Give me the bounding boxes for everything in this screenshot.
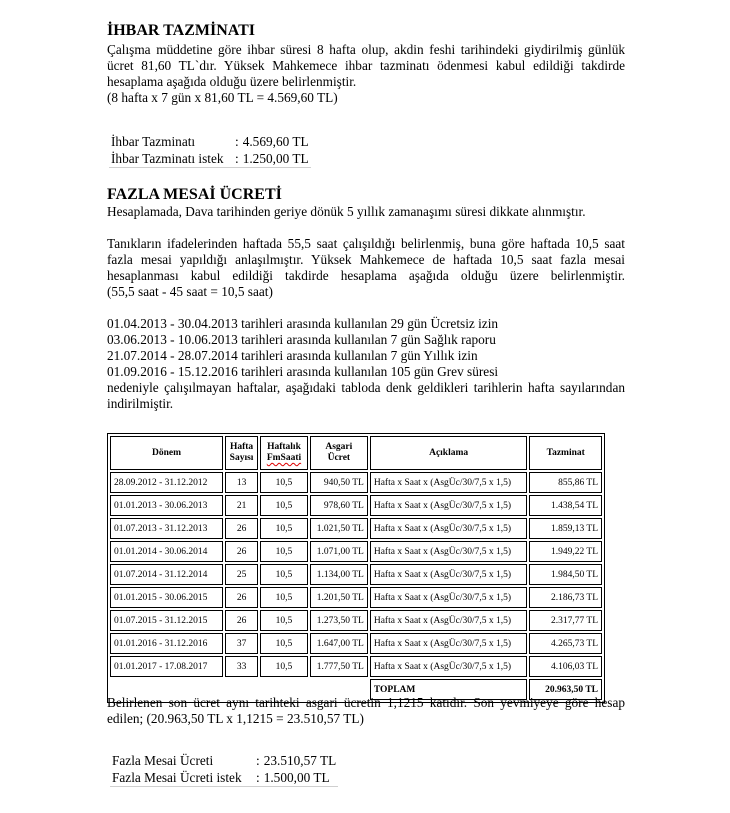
table-row [110,495,602,516]
summary-label: Fazla Mesai Ücreti [112,753,214,768]
cell-asgari: 1.021,50 TL [310,518,368,539]
cell-saat: 10,5 [260,495,308,516]
col-hafta [225,436,258,470]
fazla-line-4: (55,5 saat - 45 saat = 10,5 saat) [107,284,273,299]
summary-sep: : [235,134,239,149]
cell-donem: 28.09.2012 - 31.12.2012 [110,472,223,493]
cell-saat: 10,5 [260,541,308,562]
cell-hafta: 26 [225,610,258,631]
overtime-table [107,433,605,703]
cell-donem: 01.01.2013 - 30.06.2013 [110,495,223,516]
col-haftalik-line1: Haftalık [267,442,301,452]
cell-tazminat: 855,86 TL [529,472,602,493]
summary-row [110,769,338,787]
ihbar-line-4: (8 hafta x 7 gün x 81,60 TL = 4.569,60 TL) [107,90,338,105]
cell-hafta: 21 [225,495,258,516]
leave-item: 03.06.2013 - 10.06.2013 tarihleri arasında kullanılan 7 gün Sağlık raporu [107,332,496,347]
ihbar-heading: İHBAR TAZMİNATI [107,22,256,39]
summary-value: 4.569,60 TL [242,134,309,149]
leave-item: 01.04.2013 - 30.04.2013 tarihleri arasında kullanılan 29 gün Ücretsiz izin [107,316,499,331]
cell-saat: 10,5 [260,633,308,654]
summary-label: Fazla Mesai Ücreti istek [110,769,254,787]
cell-aciklama: Hafta x Saat x (AsgÜc/30/7,5 x 1,5) [370,541,528,562]
cell-hafta: 26 [225,587,258,608]
cell-aciklama: Hafta x Saat x (AsgÜc/30/7,5 x 1,5) [370,633,528,654]
table-row [110,587,602,608]
cell-donem: 01.07.2013 - 31.12.2013 [110,518,223,539]
after-line-1: Belirlenen son ücret aynı tarihteki asgari ücretin 1,1215 katıdır. Son yevmiyeye göre hesap [107,695,625,710]
cell-hafta: 33 [225,656,258,677]
cell-tazminat: 1.859,13 TL [529,518,602,539]
cell-tazminat: 1.984,50 TL [529,564,602,585]
cell-asgari: 1.273,50 TL [310,610,368,631]
cell-donem: 01.01.2017 - 17.08.2017 [110,656,223,677]
cell-donem: 01.01.2016 - 31.12.2016 [110,633,223,654]
table-body [110,472,602,677]
col-donem: Dönem [110,436,223,470]
summary-sep: : [256,753,260,768]
fazla-intro: Hesaplamada, Dava tarihinden geriye dönük 5 yıllık zamanaşımı süresi dikkate alınmıştır. [107,204,586,219]
leave-note-line-2: indirilmiştir. [107,396,174,411]
col-asgari [310,436,368,470]
table-row [110,610,602,631]
col-tazminat: Tazminat [529,436,602,470]
cell-hafta: 13 [225,472,258,493]
ihbar-line-1: Çalışma müddetine göre ihbar süresi 8 hafta olup, akdin feshi tarihindeki giydirilmiş günlük [107,42,625,57]
ihbar-line-3: hesaplama aşağıda olduğu üzere belirlenmiştir. [107,74,357,89]
cell-saat: 10,5 [260,564,308,585]
fazla-line-3: hesaplanması kabul edildiği takdirde hesaplama aşağıda olduğu üzere belirlenmiştir. [107,268,625,283]
cell-hafta: 25 [225,564,258,585]
summary-value: 1.250,00 TL [242,151,309,166]
cell-aciklama: Hafta x Saat x (AsgÜc/30/7,5 x 1,5) [370,472,528,493]
fazla-heading: FAZLA MESAİ ÜCRETİ [107,186,282,203]
cell-hafta: 26 [225,541,258,562]
ihbar-paragraph [107,42,625,106]
cell-saat: 10,5 [260,472,308,493]
fazla-line-1: Tanıkların ifadelerinden haftada 55,5 saat çalışıldığı belirlenmiş, buna göre haftada 10,5 saat [107,236,625,251]
table-row [110,541,602,562]
leave-item: 01.09.2016 - 15.12.2016 tarihleri arasında kullanılan 105 gün Grev süresi [107,364,499,379]
cell-asgari: 1.134,00 TL [310,564,368,585]
ihbar-summary-table [109,133,311,168]
col-hafta-line1: Hafta [229,442,254,452]
cell-asgari: 1.777,50 TL [310,656,368,677]
col-asgari-line1: Asgari [325,442,353,452]
fazla-line-2: fazla mesai yapıldığı anlaşılmıştır. Yüksek Mahkemece de haftada 10,5 saat fazla mesai [107,252,625,267]
table-row [110,472,602,493]
cell-asgari: 1.647,00 TL [310,633,368,654]
table-row [110,633,602,654]
cell-saat: 10,5 [260,518,308,539]
col-asgari-line2: Ücret [327,453,351,463]
cell-tazminat: 1.949,22 TL [529,541,602,562]
cell-aciklama: Hafta x Saat x (AsgÜc/30/7,5 x 1,5) [370,656,528,677]
summary-value: 23.510,57 TL [263,753,337,768]
cell-donem: 01.07.2015 - 31.12.2015 [110,610,223,631]
ihbar-line-2: ücret 81,60 TL`dır. Yüksek Mahkemece ihbar tazminatı ödenmesi kabul edildiği takdirde [107,58,625,73]
after-line-2: edilen; (20.963,50 TL x 1,1215 = 23.510,57 TL) [107,711,364,726]
leave-item: 21.07.2014 - 28.07.2014 tarihleri arasında kullanılan 7 gün Yıllık izin [107,348,478,363]
cell-saat: 10,5 [260,587,308,608]
summary-value: 1.500,00 TL [262,769,339,787]
cell-tazminat: 1.438,54 TL [529,495,602,516]
cell-saat: 10,5 [260,610,308,631]
table-row [110,518,602,539]
summary-row [109,150,311,168]
cell-asgari: 1.201,50 TL [310,587,368,608]
table-row [110,656,602,677]
table-header-row [110,436,602,470]
col-haftalik [260,436,308,470]
col-aciklama: Açıklama [370,436,528,470]
leave-list [107,316,625,412]
cell-aciklama: Hafta x Saat x (AsgÜc/30/7,5 x 1,5) [370,587,528,608]
cell-aciklama: Hafta x Saat x (AsgÜc/30/7,5 x 1,5) [370,495,528,516]
cell-tazminat: 2.317,77 TL [529,610,602,631]
cell-aciklama: Hafta x Saat x (AsgÜc/30/7,5 x 1,5) [370,564,528,585]
fazla-summary-table [110,752,338,787]
cell-saat: 10,5 [260,656,308,677]
summary-row [109,133,311,150]
cell-donem: 01.01.2015 - 30.06.2015 [110,587,223,608]
cell-tazminat: 4.106,03 TL [529,656,602,677]
summary-label: İhbar Tazminatı [111,134,196,149]
cell-tazminat: 4.265,73 TL [529,633,602,654]
col-hafta-line2: Sayısı [229,453,254,463]
cell-asgari: 940,50 TL [310,472,368,493]
summary-sep: : [235,151,239,166]
col-haftalik-line2: FmSaati [266,453,302,463]
fazla-paragraph [107,236,625,300]
summary-sep: : [256,770,260,785]
cell-donem: 01.07.2014 - 31.12.2014 [110,564,223,585]
total-value: 20.963,50 TL [529,679,602,700]
cell-aciklama: Hafta x Saat x (AsgÜc/30/7,5 x 1,5) [370,518,528,539]
cell-aciklama: Hafta x Saat x (AsgÜc/30/7,5 x 1,5) [370,610,528,631]
total-label: TOPLAM [370,679,528,700]
cell-hafta: 37 [225,633,258,654]
after-paragraph [107,695,625,727]
summary-label: İhbar Tazminatı istek [109,150,233,168]
cell-asgari: 1.071,00 TL [310,541,368,562]
cell-hafta: 26 [225,518,258,539]
table-row [110,564,602,585]
leave-note-line-1: nedeniyle çalışılmayan haftalar, aşağıdaki tabloda denk geldikleri tarihlerin hafta sayılarından [107,380,625,395]
cell-asgari: 978,60 TL [310,495,368,516]
cell-donem: 01.01.2014 - 30.06.2014 [110,541,223,562]
summary-row [110,752,338,769]
cell-tazminat: 2.186,73 TL [529,587,602,608]
